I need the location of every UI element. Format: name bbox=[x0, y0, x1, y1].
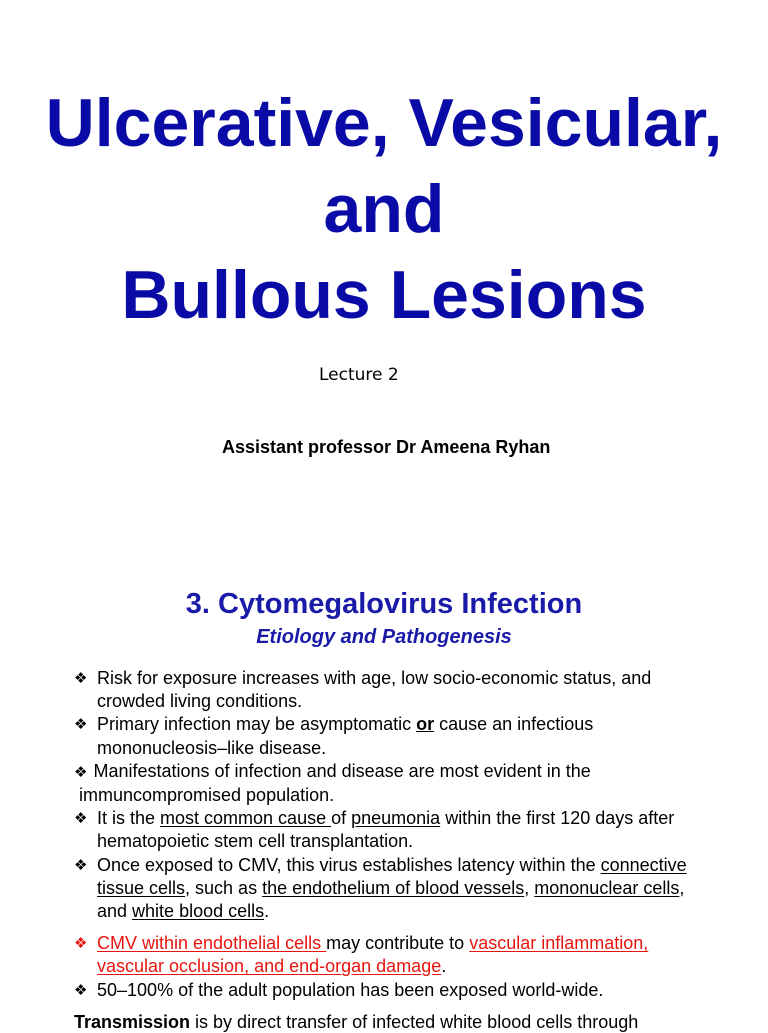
bullet-text: of bbox=[331, 808, 352, 829]
bullet-diamond-icon: ❖ bbox=[74, 980, 88, 999]
underlined-term: white blood cells bbox=[132, 901, 265, 922]
bullet-text: It is the bbox=[97, 808, 161, 829]
underlined-term: vascular inflammation, vascular occlusion, and end-organ damage bbox=[97, 933, 649, 977]
title-line-2: and bbox=[323, 171, 445, 247]
bullet-item bbox=[74, 760, 714, 807]
bullet-item bbox=[74, 667, 714, 713]
bullet-text: Risk for exposure increases with age, low socio-economic status, and crowded living conditions. bbox=[97, 668, 652, 712]
bullet-text: . bbox=[441, 956, 447, 977]
underlined-term: the endothelium of blood vessels bbox=[262, 877, 525, 898]
bullet-text: . bbox=[264, 901, 270, 922]
lecture-title bbox=[0, 80, 768, 338]
bullet-text: within the first 120 days after hematopoietic stem cell transplantation. bbox=[97, 808, 675, 852]
bullet-diamond-icon: ❖ bbox=[74, 715, 88, 734]
lecture-number: Lecture 2 bbox=[319, 365, 399, 385]
bullet-text: 50–100% of the adult population has been exposed world-wide. bbox=[97, 979, 604, 1000]
transmission-text: is by direct transfer of infected white blood cells through bbox=[190, 1012, 639, 1032]
bullet-text: Once exposed to CMV, this virus establishes latency within the bbox=[97, 854, 601, 875]
bullet-item bbox=[74, 979, 714, 1002]
transmission-paragraph bbox=[74, 1012, 734, 1033]
bullet-text: immuncompromised population. bbox=[79, 785, 335, 806]
bullet-text: , bbox=[524, 877, 535, 898]
bullet-item bbox=[74, 854, 714, 924]
underlined-term: pneumonia bbox=[351, 808, 441, 829]
bullet-diamond-icon: ❖ bbox=[74, 669, 88, 687]
underlined-term: most common cause bbox=[160, 808, 332, 829]
bullet-list bbox=[74, 667, 714, 1002]
bullet-diamond-icon: ❖ bbox=[74, 809, 88, 828]
emphasis-or: or bbox=[416, 714, 435, 735]
title-line-3: Bullous Lesions bbox=[121, 257, 647, 333]
bullet-item-highlighted bbox=[74, 932, 714, 978]
title-line-1: Ulcerative, Vesicular, bbox=[45, 85, 723, 161]
bullet-item bbox=[74, 807, 714, 853]
bullet-text: , and bbox=[97, 877, 685, 922]
bullet-text: Manifestations of infection and disease are most evident in the bbox=[93, 760, 591, 781]
bullet-diamond-icon: ❖ bbox=[74, 855, 88, 874]
underlined-term: connective tissue cells bbox=[97, 854, 687, 898]
section-title: 3. Cytomegalovirus Infection bbox=[185, 588, 583, 620]
author-name: Assistant professor Dr Ameena Ryhan bbox=[222, 437, 551, 457]
bullet-text: cause an infectious mononucleosis–like disease. bbox=[97, 714, 594, 758]
underlined-term: mononuclear cells bbox=[534, 877, 680, 898]
bullet-text: Primary infection may be asymptomatic bbox=[97, 714, 417, 735]
bullet-diamond-icon: ❖ bbox=[74, 762, 88, 781]
section-subtitle: Etiology and Pathogenesis bbox=[256, 626, 512, 648]
transmission-label: Transmission bbox=[74, 1012, 191, 1032]
underlined-term: CMV within endothelial cells bbox=[97, 933, 327, 954]
bullet-diamond-icon: ❖ bbox=[74, 934, 88, 953]
bullet-text: , such as bbox=[185, 877, 263, 898]
bullet-item bbox=[74, 713, 714, 759]
bullet-text: may contribute to bbox=[326, 933, 470, 954]
